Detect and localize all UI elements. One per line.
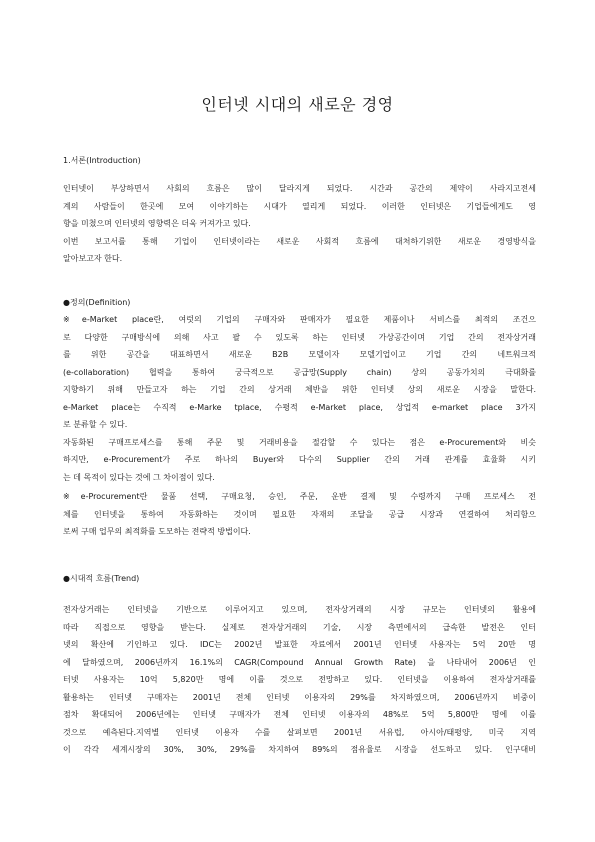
text-line: e-Market place는 수직적 e-Marke tplace, 수평적 e-Market place, 상업적 e-market place 3가지 (63, 402, 536, 412)
section-heading-definition (63, 294, 536, 312)
text-line: 에 달하였으며, 2006년까지 16.1%의 CAGR(Compound Annual Growth Rate) 을 나타내어 2006년 인 (63, 657, 536, 667)
heading-text: 1.서론(Introduction) (63, 156, 141, 165)
document-title: 인터넷 시대의 새로운 경영 (201, 95, 394, 114)
text-line: 하지만, e-Procurement가 주로 하나의 Buyer와 다수의 Supplier 간의 거래 관계를 효율화 시키 (63, 455, 536, 464)
text-line: 인터넷이 부상하면서 사회의 흐름은 많이 달라지게 되었다. 시간과 공간의 제약이 사라지고전세 (63, 184, 536, 193)
text-line: 로써 구매 업무의 최적화를 도모하는 전략적 방법이다. (63, 527, 251, 536)
text-line: 체를 인터넷을 통하여 자동화하는 것이며 필요한 자재의 조달을 공급 시장과 연결하여 처리함으 (63, 509, 536, 519)
text-line: 것으로 예측된다.지역별 인터넷 이용자 수를 살펴보면 2001년 서유럽, 아시아/태평양, 미국 지역 (63, 727, 536, 737)
text-line: 터넷 사용자는 10억 5,820만 명에 이를 것으로 전망하고 있다. 인터넷을 이용하여 전자상거래를 (63, 675, 536, 684)
paragraph-introduction (63, 180, 536, 268)
text-line: 알아보고자 한다. (63, 254, 123, 263)
paragraph-e-market-place (63, 311, 536, 486)
section-heading-trend (63, 570, 536, 588)
text-line: 향을 미쳤으며 인터넷의 영향력은 더욱 커져가고 있다. (63, 219, 251, 228)
heading-text: ●정의(Definition) (63, 298, 131, 307)
text-line: 자동화된 구매프로세스를 통해 주문 및 거래비용을 절감할 수 있다는 점은 e-Procurement와 비슷 (63, 437, 536, 447)
heading-text: ●시대적 흐름(Trend) (63, 574, 140, 583)
text-line: 로 분류할 수 있다. (63, 420, 128, 429)
text-line: 를 위한 공간을 대표하면서 새로운 B2B 모델이자 모델기업이고 기업 간의 네트워크적 (63, 350, 536, 359)
paragraph-trend (63, 601, 536, 759)
text-line: (e-collaboration) 협력을 통하여 궁극적으로 공급망(Supply chain) 상의 공동가치의 극대화를 (63, 367, 536, 377)
text-line: 넷의 확산에 기인하고 있다. IDC는 2002년 발표한 자료에서 2001년 인터넷 사용자는 5억 20만 명 (63, 640, 536, 649)
text-line: 이번 보고서를 통해 기업이 인터넷이라는 새로운 사회적 흐름에 대처하기위한 새로운 경영방식을 (63, 236, 536, 246)
text-line: 전자상거래는 인터넷을 기반으로 이루어지고 있으며, 전자상거래의 시장 규모는 인터넷의 활용에 (63, 605, 536, 614)
text-line: 로 다양한 구매방식에 의해 사고 팔 수 있도록 하는 인터넷 가상공간이며 기업 간의 전자상거래 (63, 332, 536, 342)
text-line: 점차 확대되어 2006년에는 인터넷 구매자가 전체 인터넷 이용자의 48%로 5억 5,800만 명에 이를 (63, 710, 536, 719)
text-line: ※e-Market place란, 여럿의 기업의 구매자와 판매자가 필요한 제품이나 서비스를 최적의 조건으 (63, 315, 536, 324)
text-line: 이 각각 세계시장의 30%, 30%, 29%를 차지하여 89%의 점유율로 시장을 선도하고 있다. 인구대비 (63, 745, 536, 754)
text-line: 지향하기 위해 만들고자 하는 기업 간의 상거래 체반을 위한 인터넷 상의 새로운 시장을 말한다. (63, 385, 536, 394)
text-line: ※e-Procurement란 물품 선택, 구매요청, 승인, 주문, 운반 결제 및 수령까지 구매 프로세스 전 (63, 492, 536, 501)
text-line: 따라 직접으로 영향을 받는다. 실제로 전자상거래의 기술, 시장 측면에서의 급속한 발전은 인터 (63, 622, 536, 632)
section-heading-introduction (63, 152, 536, 170)
text-line: 계의 사람들이 한곳에 모여 이야기하는 시대가 열리게 되었다. 이러한 인터넷은 기업들에게도 영 (63, 201, 536, 211)
paragraph-e-procurement (63, 488, 536, 541)
text-line: 활용하는 인터넷 구매자는 2001년 전체 인터넷 이용자의 29%를 차지하였으며, 2006년까지 비중이 (63, 692, 536, 702)
text-line: 는 데 목적이 있다는 것에 그 차이점이 있다. (63, 472, 215, 482)
